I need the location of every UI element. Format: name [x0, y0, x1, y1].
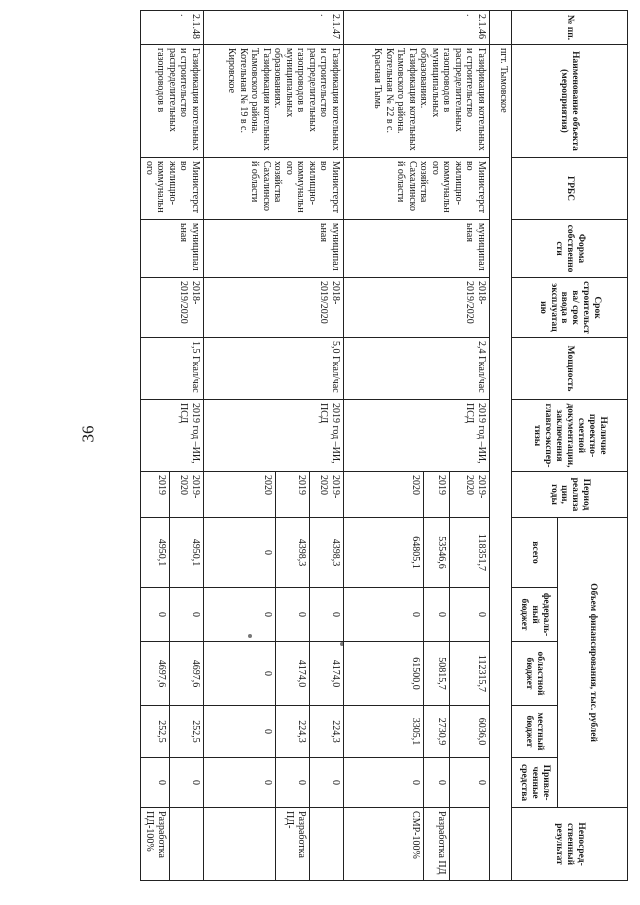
local-cell: 252,5 — [141, 706, 169, 758]
regional-cell: 4697,6 — [141, 642, 169, 706]
item-name: Газификация котельных и строительство распределительных газопроводов в — [141, 45, 204, 158]
regional-cell: 61500,0 — [344, 642, 424, 706]
attracted-cell: 0 — [450, 758, 490, 808]
header-funding: Объем финансирования, тыс. рублей — [558, 518, 628, 808]
header-regional: областной бюджет — [512, 642, 558, 706]
total-cell: 64805,1 — [344, 518, 424, 588]
period-cell: 2020 — [204, 472, 276, 518]
table-row — [169, 11, 203, 881]
result-cell: Разработка ПД-100% — [141, 808, 169, 881]
section-num-cell — [490, 11, 512, 45]
table-row — [310, 11, 344, 881]
item-docs: 2019 год –ИИ, ПСД — [204, 400, 344, 472]
item-name: Газификация котельных и строительство распределительных газопроводов в муниципальных образованиях. Газификация котельных Тымовского района. Котельная № 19 в с. Кировское — [204, 45, 344, 158]
result-cell — [204, 808, 276, 881]
header-capacity: Мощность — [512, 338, 628, 400]
item-ownership: муниципальная — [141, 220, 204, 278]
total-cell: 4398,3 — [276, 518, 310, 588]
header-attracted: Привле-ченные средства — [512, 758, 558, 808]
header-row — [558, 11, 628, 881]
local-cell: 224,3 — [310, 706, 344, 758]
attracted-cell: 0 — [310, 758, 344, 808]
item-docs: 2019 год –ИИ, ПСД — [344, 400, 490, 472]
item-capacity: 1,5 Гкал/час — [141, 338, 204, 400]
item-docs: 2019 год –ИИ, ПСД — [141, 400, 204, 472]
header-num: № пп. — [512, 11, 628, 45]
item-num: 2.1.46. — [344, 11, 490, 45]
header-local: местный бюджет — [512, 706, 558, 758]
local-cell: 3305,1 — [344, 706, 424, 758]
federal-cell: 0 — [424, 588, 450, 642]
local-cell: 224,3 — [276, 706, 310, 758]
regional-cell: 50815,7 — [424, 642, 450, 706]
item-capacity: 5,0 Гкал/час — [204, 338, 344, 400]
header-name: Наименование объекта (мероприятия) — [512, 45, 628, 158]
federal-cell: 0 — [141, 588, 169, 642]
local-cell: 2730,9 — [424, 706, 450, 758]
attracted-cell: 0 — [424, 758, 450, 808]
federal-cell: 0 — [204, 588, 276, 642]
rotated-table-wrapper — [98, 10, 628, 880]
total-cell: 53546,6 — [424, 518, 450, 588]
regional-cell: 112315,7 — [450, 642, 490, 706]
item-name: Газификация котельных и строительство распределительных газопроводов в муниципальных образованиях. Газификация котельных Тымовского района. Котельная № 22 в с. Красная Тымь — [344, 45, 490, 158]
federal-cell: 0 — [276, 588, 310, 642]
item-grbs: Министерство жилищно-коммунального — [141, 158, 204, 220]
attracted-cell: 0 — [204, 758, 276, 808]
result-cell — [450, 808, 490, 881]
regional-cell: 0 — [204, 642, 276, 706]
period-cell: 2019-2020 — [310, 472, 344, 518]
total-cell: 118351,7 — [450, 518, 490, 588]
period-cell: 2019-2020 — [169, 472, 203, 518]
header-docs: Наличие проектно-сметной документации, заключения главгосэкспер-тизы — [512, 400, 628, 472]
item-capacity: 2,4 Гкал/час — [344, 338, 490, 400]
item-grbs: Министерство жилищно-коммунального хозяйства Сахалинской области — [204, 158, 344, 220]
header-period: Период реализации, годы — [512, 472, 628, 518]
local-cell: 252,5 — [169, 706, 203, 758]
local-cell: 0 — [204, 706, 276, 758]
period-cell: 2019 — [276, 472, 310, 518]
header-federal: федераль-ный бюджет — [512, 588, 558, 642]
item-ownership: муниципальная — [344, 220, 490, 278]
section-title: пгт. Тымовское — [490, 45, 512, 881]
header-term: Срок строительства/ срок ввода в эксплуатацию — [512, 278, 628, 338]
header-result: Непосред-ственный результат — [512, 808, 628, 881]
federal-cell: 0 — [450, 588, 490, 642]
header-grbs: ГРБС — [512, 158, 628, 220]
local-cell: 6036,0 — [450, 706, 490, 758]
period-cell: 2020 — [344, 472, 424, 518]
funding-table — [141, 10, 629, 881]
total-cell: 4398,3 — [310, 518, 344, 588]
period-cell: 2019 — [141, 472, 169, 518]
result-cell: Разработка ПД — [424, 808, 450, 881]
item-num: 2.1.47. — [204, 11, 344, 45]
item-ownership: муниципальная — [204, 220, 344, 278]
result-cell — [310, 808, 344, 881]
attracted-cell: 0 — [276, 758, 310, 808]
header-total: всего — [512, 518, 558, 588]
table-row — [450, 11, 490, 881]
total-cell: 0 — [204, 518, 276, 588]
regional-cell: 4174,0 — [310, 642, 344, 706]
regional-cell: 4697,6 — [169, 642, 203, 706]
period-cell: 2019-2020 — [450, 472, 490, 518]
header-ownership: Форма собственности — [512, 220, 628, 278]
section-row — [490, 11, 512, 881]
page-number: 36 — [78, 425, 98, 443]
attracted-cell: 0 — [169, 758, 203, 808]
federal-cell: 0 — [310, 588, 344, 642]
total-cell: 4950,1 — [169, 518, 203, 588]
period-cell: 2019 — [424, 472, 450, 518]
federal-cell: 0 — [169, 588, 203, 642]
total-cell: 4950,1 — [141, 518, 169, 588]
item-term: 2018-2019/2020 — [141, 278, 204, 338]
attracted-cell: 0 — [141, 758, 169, 808]
result-cell: Разработка ПД- — [276, 808, 310, 881]
result-cell — [169, 808, 203, 881]
item-term: 2018-2019/2020 — [204, 278, 344, 338]
attracted-cell: 0 — [344, 758, 424, 808]
item-num: 2.1.48. — [141, 11, 204, 45]
item-term: 2018-2019/2020 — [344, 278, 490, 338]
regional-cell: 4174,0 — [276, 642, 310, 706]
item-grbs: Министерство жилищно-коммунального хозяйства Сахалинской области — [344, 158, 490, 220]
federal-cell: 0 — [344, 588, 424, 642]
result-cell: СМР-100% — [344, 808, 424, 881]
